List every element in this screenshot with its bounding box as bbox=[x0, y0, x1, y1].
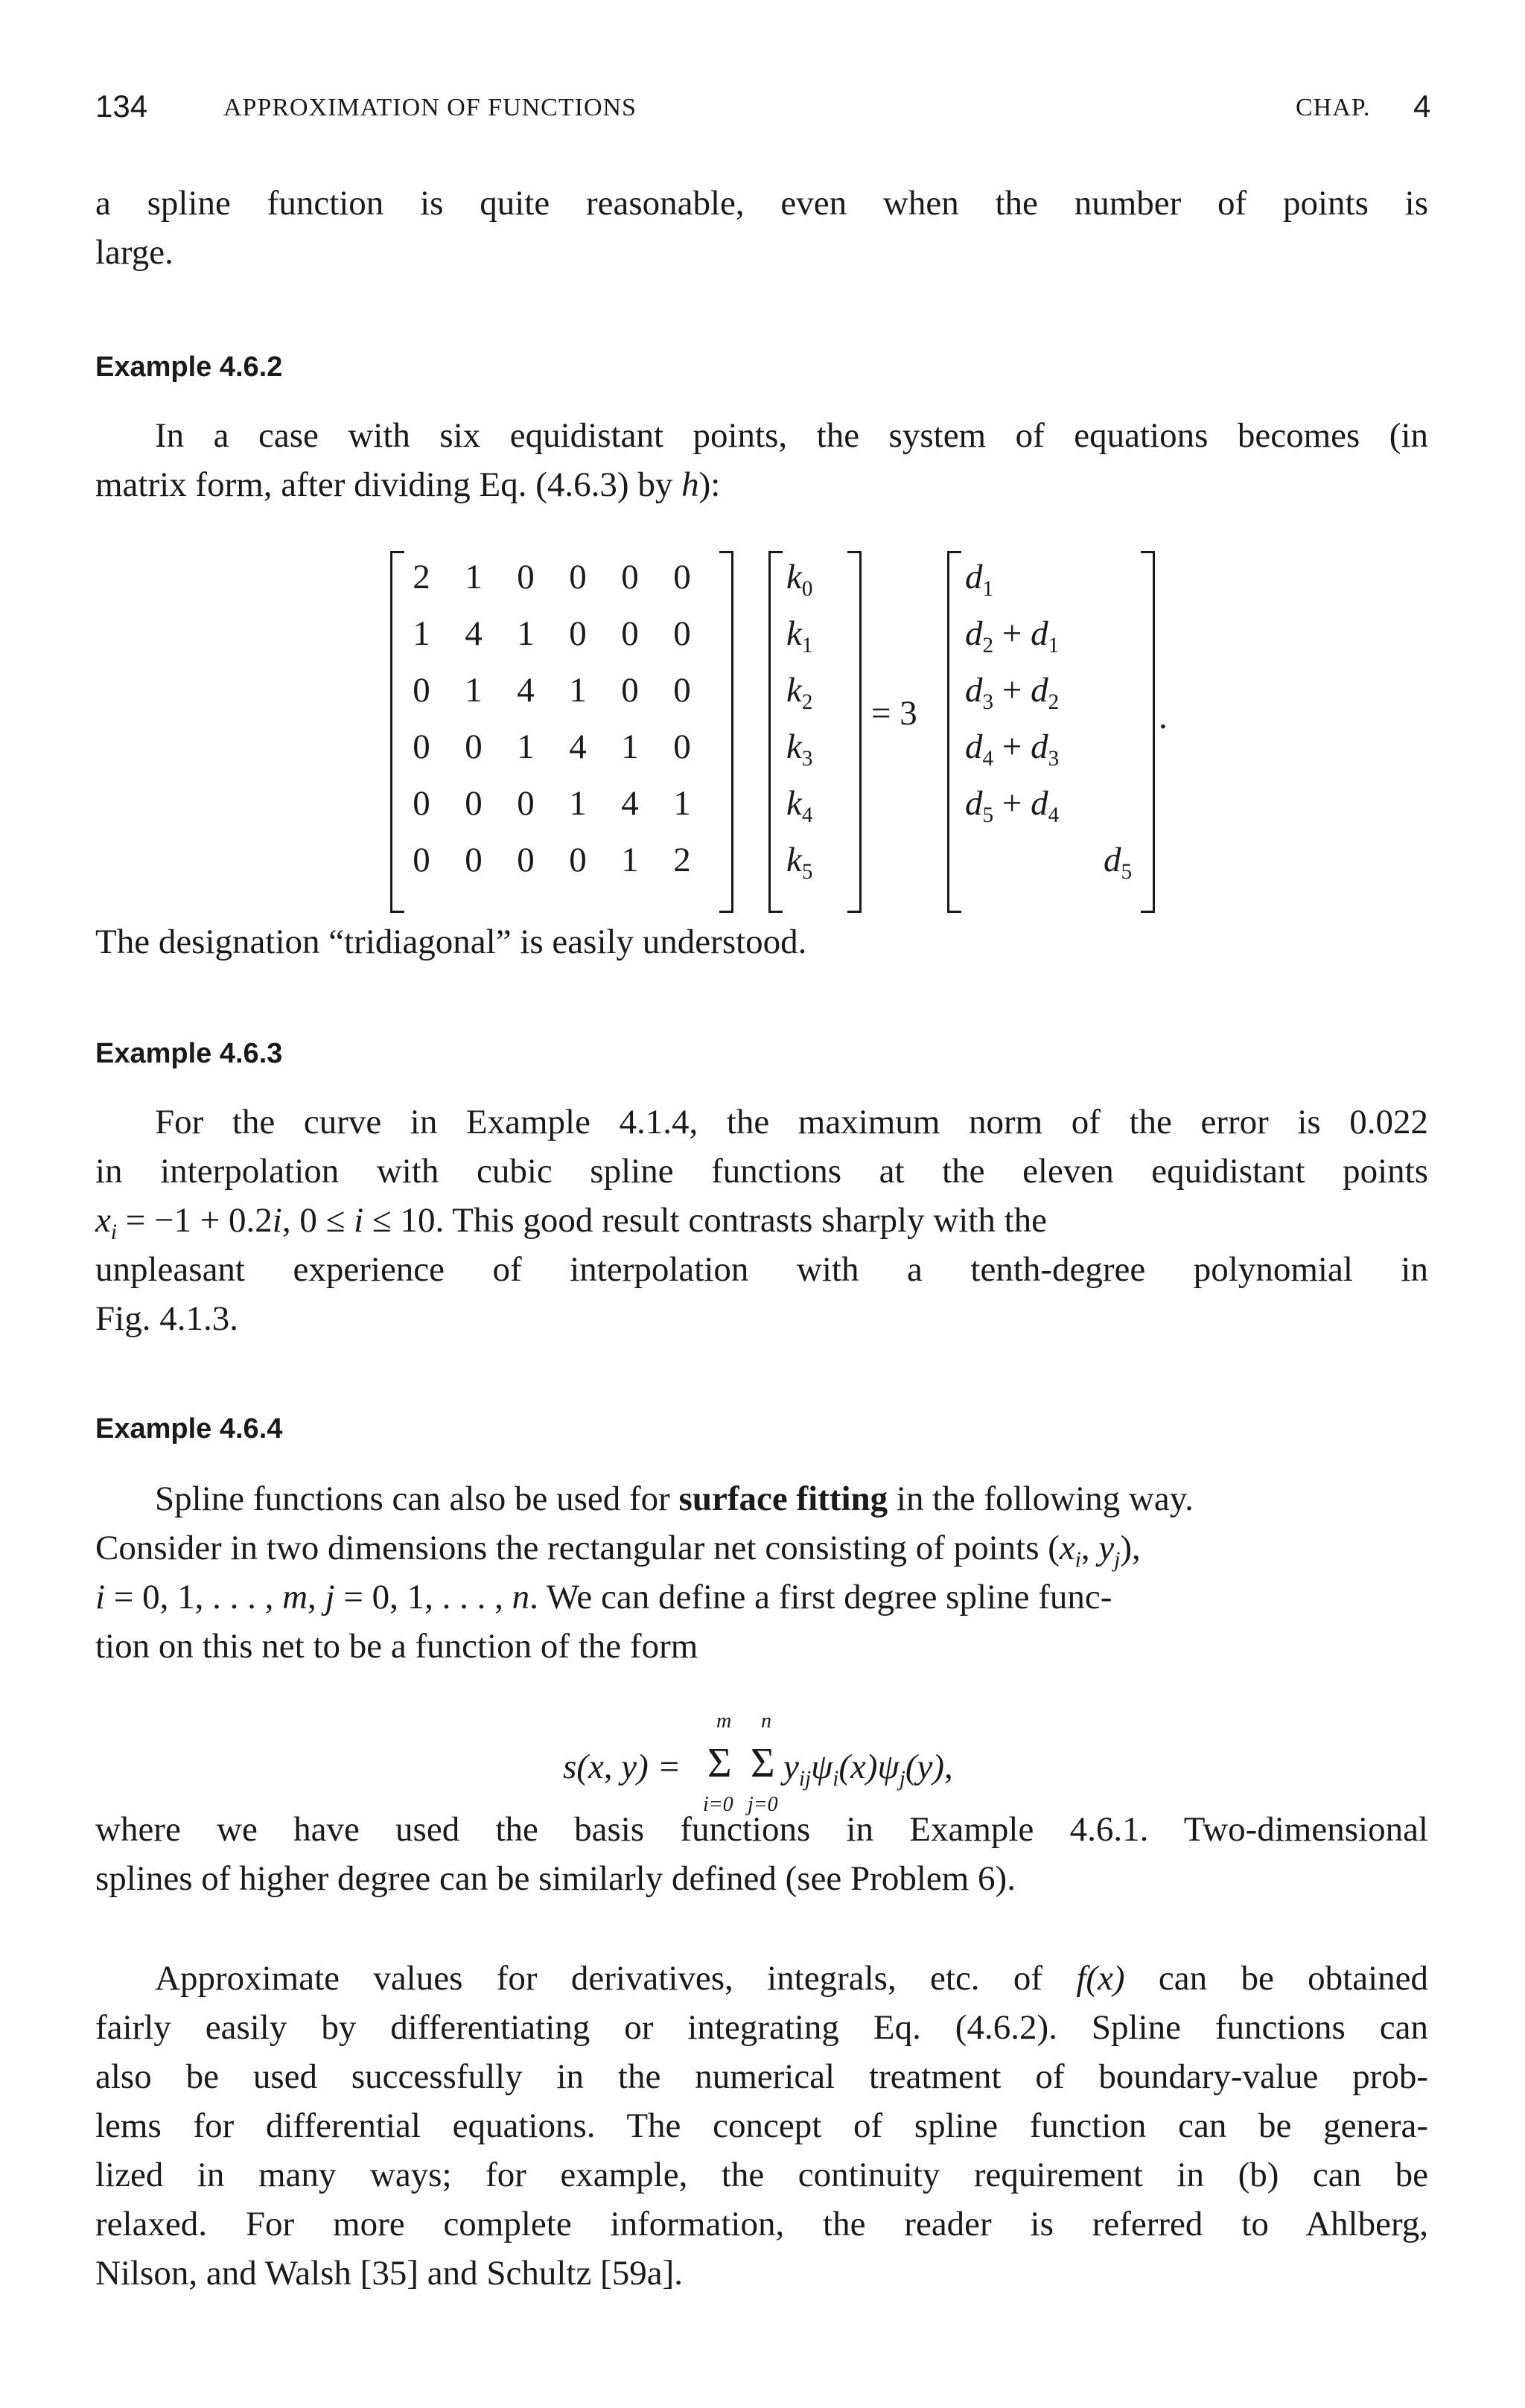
k-vector-entry: $k_1$ bbox=[786, 614, 813, 658]
matrix-cell: 0 bbox=[569, 558, 587, 596]
example-4-6-2-heading: Example 4.6.2 bbox=[95, 351, 283, 383]
matrix-cell: 0 bbox=[569, 841, 587, 879]
sum1-upper-limit: m bbox=[716, 1710, 732, 1733]
matrix-cell: 0 bbox=[673, 558, 691, 596]
matrix-cell: 1 bbox=[621, 727, 639, 766]
matrix-cell: 0 bbox=[413, 671, 430, 710]
matrix-cell: 4 bbox=[621, 784, 639, 823]
matrix-cell: 2 bbox=[413, 558, 430, 596]
matrix-cell: 2 bbox=[673, 841, 691, 879]
rhs-vector-entry: $d_3 + d_2$ bbox=[965, 671, 1060, 715]
sum2-upper-limit: n bbox=[761, 1710, 771, 1733]
ex464-line-6: splines of higher degree can be similarly defined (see Problem 6). bbox=[95, 1859, 1016, 1898]
matrix-cell: 1 bbox=[517, 727, 535, 766]
ex463-line-3: $x_i = -1 + 0.2i$, 0 ≤ i ≤ 10. This good result contrasts sharply with the bbox=[95, 1201, 1048, 1245]
chapter-label: CHAP. bbox=[1296, 94, 1371, 121]
rhs-vector-entry: $d_5 + d_4$ bbox=[965, 784, 1060, 828]
matrix-cell: 0 bbox=[413, 841, 430, 879]
matrix-cell: 1 bbox=[569, 784, 587, 823]
chapter-number: 4 bbox=[1413, 89, 1431, 124]
ex464-line-5: where we have used the basis functions in Example 4.6.1. Two-dimensional bbox=[95, 1810, 1428, 1849]
formula-lhs: s(x, y) = bbox=[563, 1748, 681, 1786]
k-vector-entry: $k_3$ bbox=[786, 727, 813, 771]
matrix-cell: 0 bbox=[673, 614, 691, 653]
k-vector-left-bracket bbox=[768, 551, 783, 913]
k-vector-entry: $k_5$ bbox=[786, 841, 813, 885]
matrix-cell: 1 bbox=[673, 784, 691, 823]
matrix-cell: 0 bbox=[413, 727, 430, 766]
matrix-cell: 0 bbox=[517, 558, 535, 596]
matrix-cell: 1 bbox=[413, 614, 430, 653]
matrix-cell: 1 bbox=[517, 614, 535, 653]
ex464-line-4: tion on this net to be a function of the form bbox=[95, 1627, 698, 1666]
ex463-line-1: For the curve in Example 4.1.4, the maximum norm of the error is 0.022 bbox=[155, 1103, 1428, 1141]
ex462-line-2: matrix form, after dividing Eq. (4.6.3) by h): bbox=[95, 465, 721, 504]
equals-three: = 3 bbox=[871, 694, 917, 733]
matrix-cell: 0 bbox=[621, 614, 639, 653]
matrix-cell: 0 bbox=[673, 727, 691, 766]
intro-line-1: a spline function is quite reasonable, even when the number of points is bbox=[95, 184, 1428, 223]
matrix-cell: 0 bbox=[465, 784, 483, 823]
page-number: 134 bbox=[95, 89, 148, 124]
formula-rhs: $y_{ij}\psi_i(x)\psi_j(y)$, bbox=[783, 1748, 953, 1791]
intro-line-2: large. bbox=[95, 233, 173, 272]
matrix-cell: 0 bbox=[465, 841, 483, 879]
k-vector-entry: $k_0$ bbox=[786, 558, 813, 602]
ex462-line-1: In a case with six equidistant points, the system of equations becomes (in bbox=[155, 416, 1428, 455]
matrix-cell: 0 bbox=[569, 614, 587, 653]
ex464-line-1: Spline functions can also be used for surface fitting in the following way. bbox=[155, 1479, 1194, 1518]
matrix-cell: 4 bbox=[569, 727, 587, 766]
matrix-cell: 1 bbox=[465, 671, 483, 710]
closing-line-3: also be used successfully in the numerical treatment of boundary-value prob- bbox=[95, 2057, 1428, 2096]
matrix-right-bracket bbox=[719, 551, 733, 913]
closing-line-2: fairly easily by differentiating or integrating Eq. (4.6.2). Spline functions can bbox=[95, 2008, 1428, 2047]
sum2-sigma: Σ bbox=[751, 1740, 775, 1786]
closing-line-7: Nilson, and Walsh [35] and Schultz [59a]. bbox=[95, 2254, 683, 2293]
matrix-cell: 1 bbox=[465, 558, 483, 596]
matrix-cell: 0 bbox=[517, 784, 535, 823]
matrix-cell: 0 bbox=[621, 558, 639, 596]
rhs-vector-entry: $d_5$ bbox=[1103, 841, 1132, 885]
ex462-after-text: The designation “tridiagonal” is easily understood. bbox=[95, 923, 807, 961]
k-vector-entry: $k_2$ bbox=[786, 671, 813, 715]
running-title: APPROXIMATION OF FUNCTIONS bbox=[223, 94, 637, 121]
sum2-lower-limit: j=0 bbox=[748, 1793, 778, 1816]
closing-line-1: Approximate values for derivatives, integrals, etc. of f(x) can be obtained bbox=[155, 1959, 1428, 1998]
closing-line-6: relaxed. For more complete information, the reader is referred to Ahlberg, bbox=[95, 2205, 1428, 2243]
ex464-line-2: Consider in two dimensions the rectangular net consisting of points ($x_i$, $y_j$), bbox=[95, 1529, 1141, 1573]
sum1-lower-limit: i=0 bbox=[703, 1793, 733, 1816]
matrix-cell: 4 bbox=[517, 671, 535, 710]
matrix-cell: 1 bbox=[621, 841, 639, 879]
ex463-line-2: in interpolation with cubic spline functions at the eleven equidistant points bbox=[95, 1152, 1428, 1191]
rhs-left-bracket bbox=[947, 551, 961, 913]
ex463-line-5: Fig. 4.1.3. bbox=[95, 1299, 238, 1338]
rhs-vector-entry: $d_4 + d_3$ bbox=[965, 727, 1060, 771]
k-vector-entry: $k_4$ bbox=[786, 784, 813, 828]
example-4-6-3-heading: Example 4.6.3 bbox=[95, 1038, 283, 1069]
example-4-6-4-heading: Example 4.6.4 bbox=[95, 1413, 283, 1445]
matrix-cell: 1 bbox=[569, 671, 587, 710]
k-vector-right-bracket bbox=[847, 551, 862, 913]
closing-line-4: lems for differential equations. The concept of spline function can be genera- bbox=[95, 2106, 1428, 2145]
sum1-sigma: Σ bbox=[707, 1740, 732, 1786]
matrix-cell: 4 bbox=[465, 614, 483, 653]
ex463-line-4: unpleasant experience of interpolation with a tenth-degree polynomial in bbox=[95, 1250, 1428, 1289]
matrix-cell: 0 bbox=[621, 671, 639, 710]
matrix-cell: 0 bbox=[673, 671, 691, 710]
rhs-vector-entry: $d_1$ bbox=[965, 558, 994, 602]
matrix-cell: 0 bbox=[413, 784, 430, 823]
matrix-cell: 0 bbox=[517, 841, 535, 879]
equation-period: . bbox=[1159, 698, 1168, 736]
rhs-right-bracket bbox=[1141, 551, 1155, 913]
ex464-line-3: i = 0, 1, . . . , m, j = 0, 1, . . . , n. We can define a first degree spline func- bbox=[95, 1578, 1112, 1617]
matrix-cell: 0 bbox=[465, 727, 483, 766]
rhs-vector-entry: $d_2 + d_1$ bbox=[965, 614, 1060, 658]
closing-line-5: lized in many ways; for example, the continuity requirement in (b) can be bbox=[95, 2156, 1428, 2194]
